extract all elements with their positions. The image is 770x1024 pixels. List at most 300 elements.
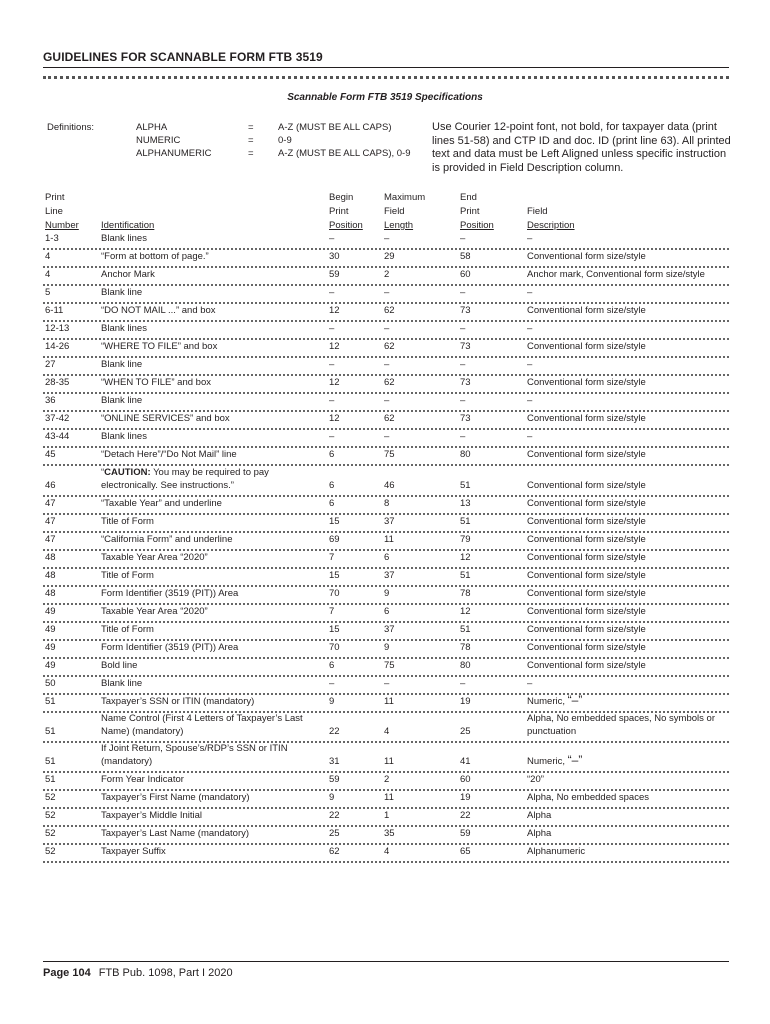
print-line-number: 5 — [45, 286, 51, 298]
definitions-types — [136, 121, 212, 160]
begin-position: 22 — [329, 809, 340, 821]
field-description-text: Conventional form size/style — [527, 412, 646, 424]
identification-cell: Title of Form — [101, 623, 154, 635]
field-description — [527, 498, 727, 511]
begin-position: 6 — [329, 659, 335, 671]
field-description — [527, 377, 727, 390]
table-row — [43, 322, 729, 340]
end-position: – — [460, 430, 466, 442]
identification-cell: Blank line — [101, 394, 143, 406]
field-description-text: Conventional form size/style — [527, 250, 646, 262]
begin-position: 12 — [329, 412, 340, 424]
field-description — [527, 678, 727, 691]
table-row — [43, 412, 729, 430]
max-field-length: 62 — [384, 304, 395, 316]
definitions-font-note: Use Courier 12-point font, not bold, for taxpayer data (print lines 51-58) and CTP ID and doc. ID (print line 63). All printed text and data must be Left Aligned unless specific instruction is provided in Field Description column. — [432, 121, 731, 174]
print-line-number: 49 — [45, 605, 56, 617]
field-description — [527, 516, 727, 529]
begin-position: 62 — [329, 845, 340, 857]
print-line-number: 27 — [45, 358, 56, 370]
field-description — [527, 624, 727, 637]
field-description-text: Conventional form size/style — [527, 376, 646, 388]
max-field-length: – — [384, 358, 390, 370]
print-line-number: 47 — [45, 515, 56, 527]
print-line-number: 48 — [45, 587, 56, 599]
col-header-text: Print — [329, 206, 349, 217]
max-field-length: 11 — [384, 755, 394, 767]
identification-cell: Taxable Year Area “2020” — [101, 551, 208, 563]
begin-position: 9 — [329, 695, 335, 707]
max-field-length: 2 — [384, 773, 390, 785]
print-line-number: 52 — [45, 791, 56, 803]
field-description — [527, 323, 727, 336]
field-description-text: – — [527, 322, 533, 334]
table-row — [43, 497, 729, 515]
field-description-text: Conventional form size/style — [527, 605, 646, 617]
max-field-length: 2 — [384, 268, 390, 280]
identification-cell: Taxpayer’s First Name (mandatory) — [101, 791, 250, 803]
field-description-text: Anchor mark, Conventional form size/style — [527, 268, 705, 280]
field-description — [527, 552, 727, 565]
begin-position: 12 — [329, 340, 340, 352]
col-header-end-position — [460, 191, 494, 233]
max-field-length: 1 — [384, 809, 390, 821]
field-description — [527, 774, 727, 787]
field-description — [527, 287, 727, 300]
begin-position: 22 — [329, 725, 340, 737]
field-description — [527, 754, 727, 769]
end-position: 78 — [460, 587, 471, 599]
field-description — [527, 606, 727, 619]
field-description-text: Conventional form size/style — [527, 623, 646, 635]
field-description-text: Numeric, — [527, 695, 568, 707]
field-description — [527, 480, 727, 493]
table-row — [43, 448, 729, 466]
identification-cell: “DO NOT MAIL ...” and box — [101, 304, 216, 316]
max-field-length: 75 — [384, 659, 395, 671]
print-line-number: 4 — [45, 268, 51, 280]
field-description — [527, 395, 727, 408]
table-row — [43, 376, 729, 394]
identification-cell: “Taxable Year” and underline — [101, 497, 222, 509]
identification-cell: “WHERE TO FILE” and box — [101, 340, 218, 352]
print-line-number: 49 — [45, 659, 56, 671]
begin-position: 31 — [329, 755, 340, 767]
identification-cell: “WHEN TO FILE” and box — [101, 376, 211, 388]
table-subtitle: Scannable Form FTB 3519 Specifications — [287, 92, 483, 103]
field-description — [527, 846, 727, 859]
print-line-number: 4 — [45, 250, 51, 262]
begin-position: – — [329, 232, 335, 244]
begin-position: 7 — [329, 551, 335, 563]
identification-cell: “Form at bottom of page.” — [101, 250, 209, 262]
begin-position: 15 — [329, 515, 340, 527]
begin-position: – — [329, 677, 335, 689]
col-header-print-line — [45, 191, 79, 233]
print-line-number: 47 — [45, 533, 56, 545]
identification-cell: Form Identifier (3519 (PIT)) Area — [101, 641, 239, 653]
field-description — [527, 570, 727, 583]
begin-position: 6 — [329, 448, 335, 460]
end-position: – — [460, 286, 466, 298]
def-value-numeric: 0-9 — [278, 135, 292, 146]
field-description-text: Conventional form size/style — [527, 533, 646, 545]
field-description — [527, 534, 727, 547]
def-type-alphanumeric: ALPHANUMERIC — [136, 148, 212, 159]
end-position: 19 — [460, 791, 471, 803]
print-line-number: 50 — [45, 677, 56, 689]
print-line-number: 52 — [45, 827, 56, 839]
identification-cell: Blank lines — [101, 322, 147, 334]
begin-position: 30 — [329, 250, 340, 262]
field-description — [527, 359, 727, 372]
col-header-identification — [101, 219, 154, 233]
field-description — [527, 828, 727, 841]
identification-cell: Blank lines — [101, 232, 147, 244]
print-line-number: 45 — [45, 448, 56, 460]
field-description-text: Conventional form size/style — [527, 515, 646, 527]
end-position: 51 — [460, 479, 471, 491]
table-row — [43, 809, 729, 827]
begin-position: – — [329, 394, 335, 406]
field-description-text: Conventional form size/style — [527, 569, 646, 581]
field-description-text: – — [527, 394, 533, 406]
max-field-length: – — [384, 677, 390, 689]
identification-cell: Form Identifier (3519 (PIT)) Area — [101, 587, 239, 599]
end-position: 73 — [460, 340, 471, 352]
table-row — [43, 340, 729, 358]
col-header-text: Length — [384, 220, 414, 231]
end-position: 22 — [460, 809, 471, 821]
end-position: 51 — [460, 623, 471, 635]
max-field-length: 8 — [384, 497, 390, 509]
table-row — [43, 692, 729, 713]
table-row — [43, 845, 729, 863]
end-position: 51 — [460, 515, 471, 527]
col-header-text: Line — [45, 206, 63, 217]
print-line-number: 28-35 — [45, 376, 70, 388]
table-row — [43, 773, 729, 791]
col-header-text: Identification — [101, 220, 155, 231]
max-field-length: 6 — [384, 551, 390, 563]
print-line-number: 43-44 — [45, 430, 70, 442]
end-position: 19 — [460, 695, 471, 707]
definitions-values — [278, 121, 411, 160]
end-position: 73 — [460, 304, 471, 316]
field-description — [527, 810, 727, 823]
def-equals: = — [248, 148, 254, 159]
def-equals: = — [248, 122, 254, 133]
max-field-length: 46 — [384, 479, 395, 491]
begin-position: 12 — [329, 304, 340, 316]
max-field-length: 37 — [384, 623, 395, 635]
identification-cell: Title of Form — [101, 569, 154, 581]
field-description-text: Alpha — [527, 809, 552, 821]
end-position: 79 — [460, 533, 471, 545]
begin-position: 6 — [329, 497, 335, 509]
print-line-number: 49 — [45, 623, 56, 635]
field-description-text: Conventional form size/style — [527, 340, 646, 352]
title-dotted-rule — [43, 76, 729, 79]
table-row — [43, 250, 729, 268]
end-position: 73 — [460, 412, 471, 424]
max-field-length: 35 — [384, 827, 395, 839]
table-row — [43, 533, 729, 551]
title-rule — [43, 67, 729, 68]
field-description-text: Conventional form size/style — [527, 641, 646, 653]
end-position: 78 — [460, 641, 471, 653]
definitions-label-text: Definitions: — [47, 122, 94, 133]
begin-position: – — [329, 358, 335, 370]
field-description-text: Conventional form size/style — [527, 551, 646, 563]
page-number: Page 104 — [43, 967, 91, 979]
identification-cell: Anchor Mark — [101, 268, 155, 280]
field-description-text: – — [527, 677, 533, 689]
col-header-begin-position — [329, 191, 363, 233]
field-description-text: – — [527, 286, 533, 298]
def-equals: = — [248, 135, 254, 146]
table-row — [43, 677, 729, 695]
field-description — [527, 251, 727, 264]
table-row — [43, 587, 729, 605]
identification-cell: “ONLINE SERVICES” and box — [101, 412, 230, 424]
max-field-length: – — [384, 394, 390, 406]
print-line-number: 14-26 — [45, 340, 70, 352]
field-description — [527, 694, 727, 709]
table-row — [43, 791, 729, 809]
end-position: 12 — [460, 605, 471, 617]
col-header-max-length — [384, 191, 425, 233]
identification-cell: “Detach Here”/“Do Not Mail” line — [101, 448, 237, 460]
end-position: 12 — [460, 551, 471, 563]
field-description-text: Alpha, No embedded spaces — [527, 791, 649, 803]
def-value-alphanumeric: A-Z (MUST BE ALL CAPS), 0-9 — [278, 148, 411, 159]
identification-cell: Name Control (First 4 Letters of Taxpayer’s Last Name) (mandatory) — [101, 713, 303, 737]
print-line-number: 51 — [45, 773, 56, 785]
end-position: 41 — [460, 755, 471, 767]
field-description-text: Conventional form size/style — [527, 497, 646, 509]
print-line-number: 48 — [45, 551, 56, 563]
print-line-number: 51 — [45, 725, 56, 737]
table-row — [43, 605, 729, 623]
table-row — [43, 304, 729, 322]
col-header-text: End — [460, 192, 477, 203]
max-field-length: – — [384, 232, 390, 244]
field-description-text: Alpha — [527, 827, 552, 839]
max-field-length: – — [384, 286, 390, 298]
max-field-length: 62 — [384, 376, 395, 388]
end-position: 73 — [460, 376, 471, 388]
begin-position: 70 — [329, 587, 340, 599]
end-position: 60 — [460, 773, 471, 785]
field-description-text: Conventional form size/style — [527, 448, 646, 460]
end-position: – — [460, 322, 466, 334]
dash-symbol: “–” — [567, 752, 583, 767]
table-row — [43, 713, 729, 743]
identification-cell: Form Year Indicator — [101, 773, 184, 785]
max-field-length: – — [384, 430, 390, 442]
identification-cell: Bold line — [101, 659, 138, 671]
col-header-text: Print — [460, 206, 480, 217]
field-description — [527, 792, 727, 805]
identification-cell: If Joint Return, Spouse’s/RDP’s SSN or ITIN (mandatory) — [101, 743, 288, 767]
def-type-alpha: ALPHA — [136, 122, 168, 133]
identification-cell: Taxpayer’s SSN or ITIN (mandatory) — [101, 695, 255, 707]
table-row — [43, 641, 729, 659]
table-row — [43, 743, 729, 773]
print-line-number: 1-3 — [45, 232, 59, 244]
identification-cell: Blank line — [101, 358, 143, 370]
table-row — [43, 430, 729, 448]
quote-mark: “ — [101, 467, 105, 478]
field-description-text: Conventional form size/style — [527, 479, 646, 491]
field-description-text: Alphanumeric — [527, 845, 586, 857]
begin-position: 59 — [329, 773, 340, 785]
print-line-number: 52 — [45, 845, 56, 857]
dash-symbol: “–” — [567, 692, 583, 707]
max-field-length: 37 — [384, 569, 395, 581]
field-description-text: – — [527, 430, 533, 442]
begin-position: – — [329, 322, 335, 334]
print-line-number: 52 — [45, 809, 56, 821]
max-field-length: 9 — [384, 587, 390, 599]
field-description-text: “20” — [527, 773, 544, 785]
begin-position: 12 — [329, 376, 340, 388]
print-line-number: 48 — [45, 569, 56, 581]
col-header-text: Position — [460, 220, 494, 231]
def-value-alpha: A-Z (MUST BE ALL CAPS) — [278, 122, 392, 133]
identification-cell: Blank line — [101, 286, 143, 298]
max-field-length: 9 — [384, 641, 390, 653]
begin-position: 15 — [329, 623, 340, 635]
end-position: – — [460, 232, 466, 244]
begin-position: – — [329, 286, 335, 298]
field-description-text: Conventional form size/style — [527, 587, 646, 599]
print-line-number: 37-42 — [45, 412, 70, 424]
identification-cell: Taxpayer’s Middle Initial — [101, 809, 203, 821]
identification-cell: Taxpayer’s Last Name (mandatory) — [101, 827, 250, 839]
field-description — [527, 431, 727, 444]
field-description — [527, 642, 727, 655]
end-position: 80 — [460, 448, 471, 460]
max-field-length: 37 — [384, 515, 395, 527]
field-description-text: – — [527, 358, 533, 370]
field-description-text: – — [527, 232, 533, 244]
field-description — [527, 341, 727, 354]
col-header-text: Begin — [329, 192, 354, 203]
max-field-length: – — [384, 322, 390, 334]
end-position: 13 — [460, 497, 471, 509]
spec-table — [43, 232, 729, 863]
max-field-length: 11 — [384, 791, 394, 803]
end-position: – — [460, 394, 466, 406]
field-description — [527, 660, 727, 673]
print-line-number: 51 — [45, 755, 56, 767]
field-description-text: Conventional form size/style — [527, 659, 646, 671]
field-description — [527, 233, 727, 246]
end-position: 51 — [460, 569, 471, 581]
field-description-text: Conventional form size/style — [527, 304, 646, 316]
max-field-length: 6 — [384, 605, 390, 617]
print-line-number: 47 — [45, 497, 56, 509]
table-row — [43, 394, 729, 412]
col-header-field-description — [527, 205, 575, 233]
print-line-number: 12-13 — [45, 322, 70, 334]
end-position: 65 — [460, 845, 471, 857]
col-header-text: Print — [45, 192, 65, 203]
max-field-length: 62 — [384, 340, 395, 352]
max-field-length: 29 — [384, 250, 395, 262]
max-field-length: 11 — [384, 533, 394, 545]
identification-text: You may be required to pay electronically. See instructions.” — [101, 467, 269, 491]
identification-cell: “California Form” and underline — [101, 533, 233, 545]
begin-position: 59 — [329, 268, 340, 280]
table-row — [43, 515, 729, 533]
table-row — [43, 358, 729, 376]
table-row — [43, 232, 729, 250]
def-type-numeric: NUMERIC — [136, 135, 181, 146]
begin-position: 6 — [329, 479, 335, 491]
begin-position: 15 — [329, 569, 340, 581]
begin-position: 70 — [329, 641, 340, 653]
table-row — [43, 569, 729, 587]
col-header-text: Field — [384, 206, 405, 217]
col-header-text: Maximum — [384, 192, 426, 203]
page-title: GUIDELINES FOR SCANNABLE FORM FTB 3519 — [43, 50, 323, 64]
max-field-length: 75 — [384, 448, 395, 460]
identification-cell: Blank line — [101, 677, 143, 689]
col-header-text: Field — [527, 206, 548, 217]
identification-cell: Taxable Year Area “2020” — [101, 605, 208, 617]
table-row — [43, 286, 729, 304]
table-row — [43, 466, 729, 497]
field-description-text: Numeric, — [527, 755, 568, 767]
field-description — [527, 588, 727, 601]
print-line-number: 36 — [45, 394, 56, 406]
begin-position: – — [329, 430, 335, 442]
begin-position: 25 — [329, 827, 340, 839]
end-position: 58 — [460, 250, 471, 262]
field-description — [527, 713, 727, 738]
max-field-length: 4 — [384, 845, 390, 857]
identification-cell: Blank lines — [101, 430, 147, 442]
field-description — [527, 413, 727, 426]
caution-label: CAUTION: — [104, 467, 151, 478]
field-description — [527, 449, 727, 462]
end-position: – — [460, 358, 466, 370]
col-header-text: Number — [45, 220, 79, 231]
max-field-length: 11 — [384, 695, 394, 707]
col-header-text: Position — [329, 220, 363, 231]
field-description-text: Alpha, No embedded spaces, No symbols or punctuation — [527, 713, 715, 737]
table-row — [43, 551, 729, 569]
definitions-equals — [248, 121, 254, 160]
footer-rule — [43, 961, 729, 962]
end-position: 80 — [460, 659, 471, 671]
print-line-number: 49 — [45, 641, 56, 653]
field-description — [527, 305, 727, 318]
print-line-number: 6-11 — [45, 304, 64, 316]
end-position: 25 — [460, 725, 471, 737]
table-row — [43, 268, 729, 286]
max-field-length: 4 — [384, 725, 390, 737]
end-position: 60 — [460, 268, 471, 280]
identification-cell: Taxpayer Suffix — [101, 845, 166, 857]
identification-cell — [101, 467, 321, 492]
col-header-text: Description — [527, 220, 575, 231]
begin-position: 9 — [329, 791, 335, 803]
table-row — [43, 659, 729, 677]
